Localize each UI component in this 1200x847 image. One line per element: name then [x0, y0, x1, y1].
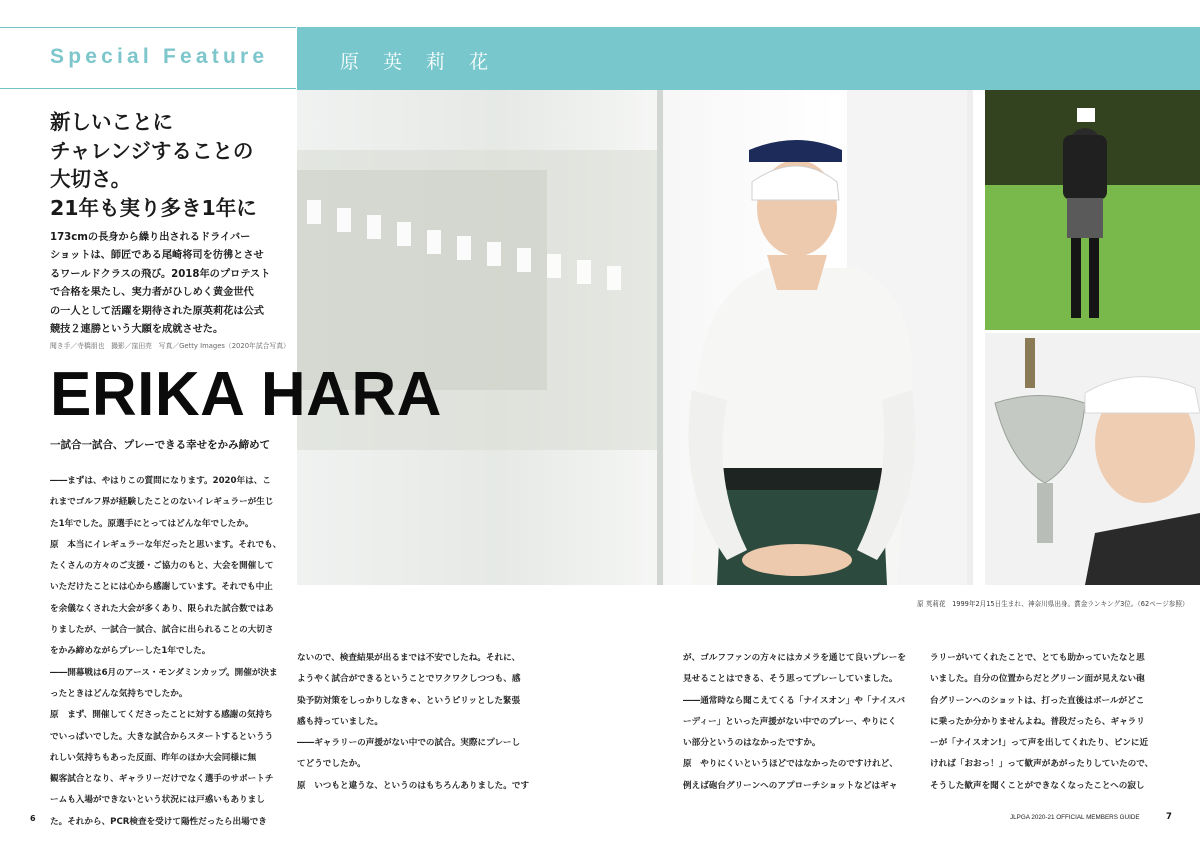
lead-line: 173cmの長身から繰り出されるドライバー — [50, 232, 251, 243]
article-line: 染予防対策をしっかりしなきゃ、というピリッとした緊張 — [297, 695, 521, 706]
golfer-illustration — [985, 90, 1200, 330]
lead-line: るワールドクラスの飛び。2018年のプロテスト — [50, 268, 271, 280]
article-line: 観客試合となり、ギャラリーだけでなく選手のサポートチ — [50, 774, 274, 785]
article-line: た。それから、PCR検査を受けて陽性だったら出場でき — [50, 816, 267, 827]
article-line: ないので、検査結果が出るまでは不安でしたね。それに、 — [297, 653, 521, 663]
article-line: ーが「ナイスオン!」って声を出してくれたり、ピンに近 — [930, 738, 1149, 749]
article-column-4 — [930, 648, 1155, 797]
article-line: を余儀なくされた大会が多くあり、限られた試合数ではあ — [50, 603, 274, 614]
article-line: 原 やりにくいというほどではなかったのですけれど、 — [683, 759, 898, 770]
article-line: た1年でした。原選手にとってはどんな年でしたか。 — [50, 518, 254, 529]
article-line: いました。自分の位置からだとグリーン面が見えない砲 — [930, 674, 1145, 685]
main-portrait-photo — [297, 90, 973, 585]
article-line: りましたが、一試合一試合、試合に出られることの大切さ — [50, 625, 274, 636]
article-line: ったときはどんな気持ちでしたか。 — [50, 688, 188, 699]
photo-caption: 原 英莉花 1999年2月15日生まれ、神奈川県出身。賞金ランキング3位。（62ページ参照） — [917, 600, 1189, 608]
headline — [50, 108, 290, 222]
trophy-kiss-photo — [985, 333, 1200, 585]
article-line: ようやく試合ができるということでワクワクしつつも、感 — [297, 674, 521, 685]
article-line: れしい気持ちもあった反面、昨年のほか大会同様に無 — [50, 752, 257, 763]
article-column-2 — [297, 648, 530, 797]
lead-line: の一人として活躍を期待された原英莉花は公式 — [50, 305, 264, 317]
article-column-3 — [683, 648, 908, 797]
headline-line: 大切さ。 — [50, 167, 132, 191]
article-line: ームも入場ができないという状況には戸惑いもありまし — [50, 795, 265, 806]
lead-line: で合格を果たし、実力者がひしめく黄金世代 — [50, 287, 254, 299]
article-line: てどうでしたか。 — [297, 759, 366, 770]
article-line: をかみ締めながらプレーした1年でした。 — [50, 646, 211, 657]
page-number-left: 6 — [30, 814, 36, 823]
trophy-illustration — [985, 333, 1200, 585]
article-line: たくさんの方々のご支援・ご協力のもと、大会を開催して — [50, 561, 274, 572]
article-line: ――まずは、やはりこの質問になります。2020年は、こ — [50, 476, 271, 486]
article-line: ーディー」といった声援がない中でのプレー、やりにく — [683, 716, 897, 727]
portrait-illustration — [297, 90, 973, 585]
photo-credit: 聞き手／寺橋朋也 撮影／窪田亮 写真／Getty Images（2020年試合写真） — [50, 342, 290, 350]
article-line: 原 いつもと違うな、というのはもちろんありました。です — [297, 780, 530, 791]
article-subhead: 一試合一試合、プレーできる幸せをかみ締めて — [50, 439, 271, 451]
article-line: に乗ったか分かりませんよね。普段だったら、ギャラリ — [930, 716, 1145, 727]
lead-line: ショットは、師匠である尾崎将司を彷彿とさせ — [50, 250, 264, 262]
article-line: ――開幕戦は6月のアース・モンダミンカップ。開催が決ま — [50, 667, 278, 678]
article-line: 台グリーンへのショットは、打った直後はボールがどこ — [930, 695, 1145, 706]
article-line: 原 本当にイレギュラーな年だったと思います。それでも、 — [50, 539, 282, 550]
article-line: 原 まず、開催してくださったことに対する感謝の気持ち — [50, 710, 273, 721]
feature-player-name: 原英莉花 — [340, 51, 513, 73]
article-line: ラリーがいてくれたことで、とても助かっていたなと思 — [930, 653, 1145, 663]
page-number-right: 7 — [1166, 812, 1172, 822]
article-line: い部分というのはなかったですか。 — [683, 738, 821, 749]
article-line: 見せることはできる、そう思ってプレーしていました。 — [683, 674, 898, 685]
article-column-1 — [50, 471, 282, 833]
article-line: 例えば砲台グリーンへのアプローチショットなどはギャ — [683, 780, 898, 791]
article-line: ――通常時なら聞こえてくる「ナイスオン」や「ナイスバ — [683, 695, 906, 706]
feature-label: Special Feature — [50, 45, 269, 68]
lead-paragraph — [50, 229, 275, 339]
publication-title: JLPGA 2020-21 OFFICIAL MEMBERS GUIDE — [1010, 814, 1140, 821]
headline-line: チャレンジすることの — [50, 138, 254, 163]
article-line: いただけたことには心から感謝しています。それでも中止 — [50, 582, 273, 593]
player-name-title: ERIKA HARA — [50, 360, 442, 429]
article-line: れまでゴルフ界が経験したことのないイレギュラーが生じ — [50, 497, 274, 508]
article-line: ――ギャラリーの声援がない中での試合。実際にプレーし — [297, 738, 521, 749]
article-line: でいっぱいでした。大きな試合からスタートするというう — [50, 731, 274, 742]
article-line: そうした歓声を聞くことができなくなったことへの寂し — [930, 780, 1145, 791]
headline-line: 新しいことに — [50, 110, 173, 134]
lead-line: 競技２連勝という大願を成就させた。 — [50, 324, 224, 336]
article-line: 感も持っていました。 — [297, 716, 383, 727]
article-line: が、ゴルフファンの方々にはカメラを通じて良いプレーを — [683, 653, 906, 663]
golfer-on-course-photo — [985, 90, 1200, 330]
headline-line: 21年も実り多き1年に — [50, 195, 257, 220]
article-line: ければ「おおっ！」って歓声があがったりしていたので、 — [930, 759, 1154, 770]
